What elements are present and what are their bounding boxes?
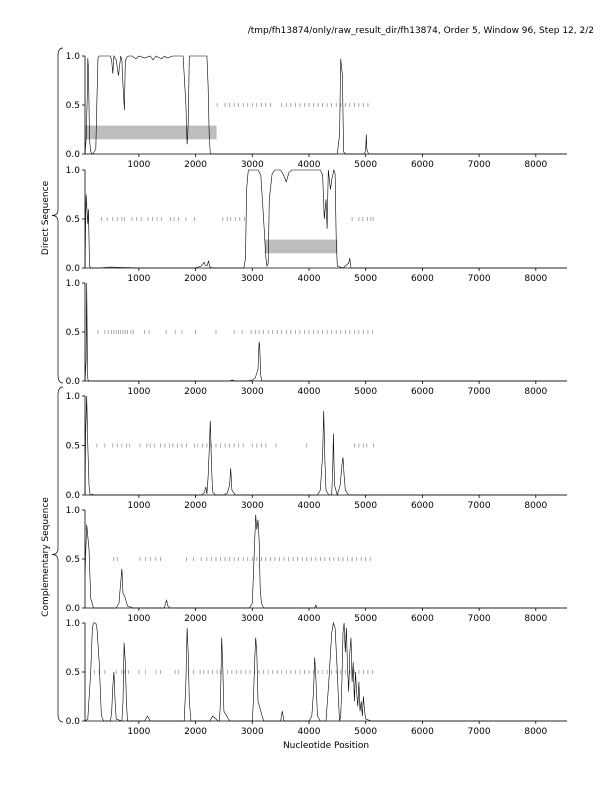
- y-tick-label: 0.5: [65, 101, 80, 111]
- x-tick-label: 7000: [467, 614, 491, 624]
- y-tick-label: 0.5: [65, 328, 80, 338]
- x-tick-label: 2000: [184, 160, 208, 170]
- x-tick-label: 8000: [524, 501, 548, 511]
- y-tick-label: 0.0: [65, 264, 80, 274]
- x-tick-label: 7000: [467, 160, 491, 170]
- y-tick-label: 1.0: [65, 506, 80, 516]
- x-tick-label: 4000: [297, 614, 321, 624]
- x-tick-label: 7000: [467, 274, 491, 284]
- y-tick-label: 1.0: [65, 166, 80, 176]
- x-tick-label: 3000: [240, 274, 264, 284]
- x-tick-label: 3000: [240, 387, 264, 397]
- x-axis-label: Nucleotide Position: [282, 741, 370, 751]
- x-tick-label: 1000: [127, 614, 151, 624]
- x-tick-label: 4000: [297, 501, 321, 511]
- group-label-direct: Direct Sequence: [41, 180, 51, 256]
- x-tick-label: 2000: [184, 501, 208, 511]
- x-tick-label: 1000: [127, 274, 151, 284]
- x-tick-label: 2000: [184, 387, 208, 397]
- y-tick-label: 0.0: [65, 377, 80, 387]
- x-tick-label: 1000: [127, 387, 151, 397]
- x-tick-label: 4000: [297, 727, 321, 737]
- x-tick-label: 6000: [410, 387, 434, 397]
- x-tick-label: 7000: [467, 727, 491, 737]
- x-tick-label: 8000: [524, 387, 548, 397]
- brace-direct: [52, 48, 63, 383]
- group-label-complementary: Complementary Sequence: [41, 497, 51, 617]
- x-tick-label: 5000: [354, 387, 378, 397]
- x-tick-label: 2000: [184, 274, 208, 284]
- series-line: [85, 283, 567, 381]
- y-tick-label: 0.5: [65, 215, 80, 225]
- y-tick-label: 1.0: [65, 52, 80, 62]
- y-tick-label: 0.0: [65, 150, 80, 160]
- x-tick-label: 5000: [354, 727, 378, 737]
- series-line: [85, 623, 567, 721]
- x-tick-label: 1000: [127, 727, 151, 737]
- x-tick-label: 6000: [410, 501, 434, 511]
- x-tick-label: 3000: [240, 614, 264, 624]
- series-line: [85, 515, 567, 608]
- x-tick-label: 2000: [184, 727, 208, 737]
- x-tick-label: 6000: [410, 160, 434, 170]
- x-tick-label: 6000: [410, 727, 434, 737]
- x-tick-label: 2000: [184, 614, 208, 624]
- y-tick-label: 0.0: [65, 491, 80, 501]
- y-tick-label: 1.0: [65, 392, 80, 402]
- highlight-region: [265, 240, 338, 254]
- x-tick-label: 6000: [410, 274, 434, 284]
- x-tick-label: 1000: [127, 501, 151, 511]
- y-tick-label: 0.5: [65, 668, 80, 678]
- x-tick-label: 3000: [240, 160, 264, 170]
- x-tick-label: 4000: [297, 274, 321, 284]
- y-tick-label: 0.0: [65, 717, 80, 727]
- highlight-region: [85, 126, 217, 140]
- series-line: [85, 396, 567, 495]
- y-tick-label: 0.0: [65, 604, 80, 614]
- x-tick-label: 5000: [354, 501, 378, 511]
- x-tick-label: 6000: [410, 614, 434, 624]
- x-tick-label: 8000: [524, 274, 548, 284]
- page-header: /tmp/fh13874/only/raw_result_dir/fh13874, Order 5, Window 96, Step 12, 2/2: [247, 26, 594, 36]
- y-tick-label: 1.0: [65, 279, 80, 289]
- x-tick-label: 3000: [240, 727, 264, 737]
- brace-complementary: [52, 387, 63, 722]
- x-tick-label: 7000: [467, 501, 491, 511]
- x-tick-label: 3000: [240, 501, 264, 511]
- x-tick-label: 4000: [297, 387, 321, 397]
- y-tick-label: 0.5: [65, 441, 80, 452]
- y-tick-label: 0.5: [65, 555, 80, 565]
- x-tick-label: 7000: [467, 387, 491, 397]
- x-tick-label: 5000: [354, 160, 378, 170]
- x-tick-label: 1000: [127, 160, 151, 170]
- x-tick-label: 8000: [524, 160, 548, 170]
- x-tick-label: 5000: [354, 614, 378, 624]
- x-tick-label: 4000: [297, 160, 321, 170]
- x-tick-label: 5000: [354, 274, 378, 284]
- x-tick-label: 8000: [524, 614, 548, 624]
- x-tick-label: 8000: [524, 727, 548, 737]
- y-tick-label: 1.0: [65, 619, 80, 629]
